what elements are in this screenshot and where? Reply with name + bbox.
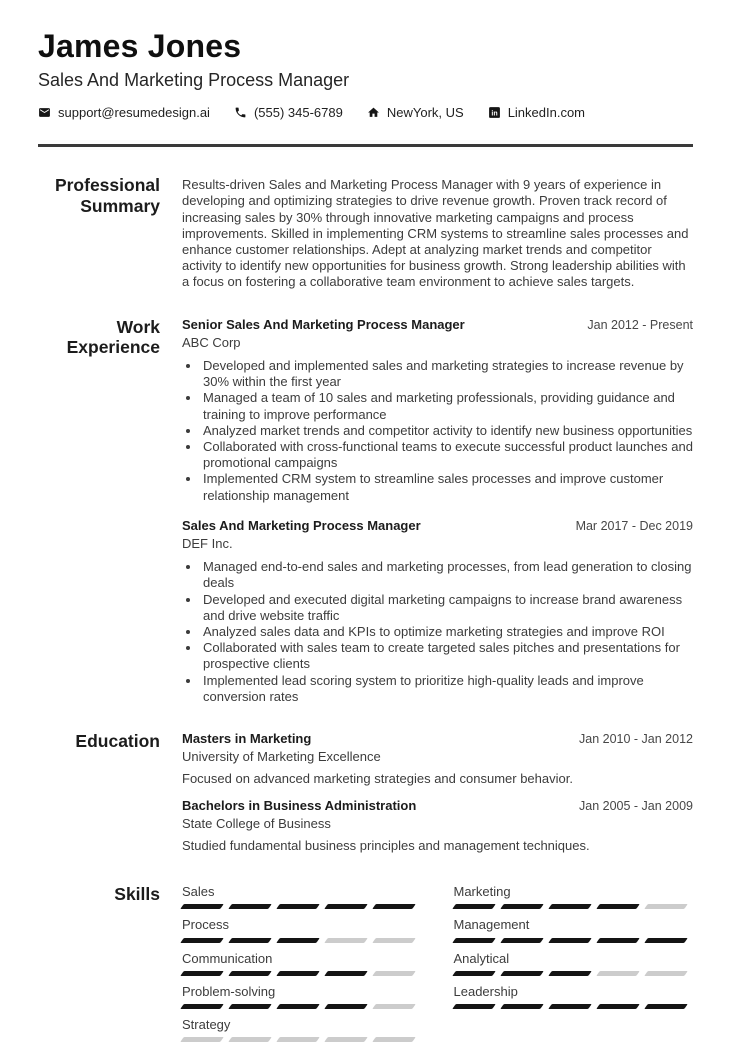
- skill-entry: [182, 984, 422, 1009]
- skill-segment: [324, 971, 368, 976]
- skill-segment: [644, 971, 688, 976]
- skill-segment: [548, 1004, 592, 1009]
- skill-segment: [548, 904, 592, 909]
- skill-segment: [596, 938, 640, 943]
- skill-segment: [228, 938, 272, 943]
- skill-segment: [596, 971, 640, 976]
- contact-text: (555) 345-6789: [253, 105, 343, 121]
- phone-icon: [234, 106, 247, 119]
- skill-segment: [500, 904, 544, 909]
- education-section-heading: Education: [75, 730, 160, 751]
- skill-segment: [644, 938, 688, 943]
- skill-segment: [644, 904, 688, 909]
- skill-segment: [372, 1037, 416, 1042]
- degree-header-row: [182, 798, 693, 814]
- degree-entry: [182, 798, 693, 855]
- skill-level-bar: [182, 1037, 422, 1042]
- skill-entry: [182, 951, 422, 976]
- skill-level-bar: [454, 904, 694, 909]
- skill-segment: [276, 971, 320, 976]
- section-professional-summary: [38, 175, 693, 290]
- skill-segment: [180, 1037, 224, 1042]
- contact-item: [367, 105, 464, 120]
- skill-name: Leadership: [453, 983, 518, 999]
- degree-school: University of Marketing Excellence: [182, 749, 381, 765]
- skill-name: Communication: [182, 950, 273, 966]
- skill-name: Strategy: [182, 1017, 231, 1033]
- job-company: ABC Corp: [182, 334, 241, 350]
- degree-title: Masters in Marketing: [182, 730, 312, 746]
- skill-entry: [454, 951, 694, 976]
- skill-segment: [596, 1004, 640, 1009]
- skills-section-heading: Skills: [114, 884, 160, 905]
- skill-segment: [452, 938, 496, 943]
- skill-entry: [182, 917, 422, 942]
- skill-level-bar: [454, 971, 694, 976]
- job-bullet: • Developed and executed digital marketing campaigns to increase brand awareness and drive website traffic: [201, 592, 693, 624]
- job-entry: [182, 518, 693, 705]
- skill-segment: [180, 904, 224, 909]
- skill-entry: [454, 884, 694, 909]
- summary-section-heading: Professional Summary: [54, 175, 160, 216]
- job-bullet: • Analyzed market trends and competitor activity to identify new business opportunities: [201, 423, 693, 439]
- degree-description: Focused on advanced marketing strategies and consumer behavior.: [182, 771, 573, 787]
- skill-segment: [324, 938, 368, 943]
- skill-entry: [182, 1017, 422, 1042]
- job-bullet: • Managed a team of 10 sales and marketing professionals, providing guidance and training to improve performance: [201, 390, 693, 422]
- degree-entry: [182, 731, 693, 788]
- job-title: Sales And Marketing Process Manager: [182, 517, 421, 533]
- job-bullet: • Collaborated with cross-functional teams to execute successful product launches and promotional campaigns: [201, 439, 693, 471]
- skill-segment: [372, 1004, 416, 1009]
- education-degrees: [182, 731, 693, 854]
- job-bullets: [182, 358, 693, 504]
- home-icon: [367, 106, 380, 119]
- job-dates: Jan 2012 - Present: [587, 317, 693, 332]
- skill-segment: [372, 971, 416, 976]
- skill-entry: [182, 884, 422, 909]
- contact-row: [38, 105, 693, 120]
- contact-item: [488, 105, 585, 120]
- skill-name: Process: [182, 917, 229, 933]
- degree-dates: Jan 2010 - Jan 2012: [579, 731, 693, 746]
- resume-header: [38, 30, 693, 120]
- job-header-row: [182, 518, 693, 534]
- skill-level-bar: [182, 1004, 422, 1009]
- person-name: James Jones: [38, 28, 242, 64]
- skill-segment: [596, 904, 640, 909]
- skill-segment: [276, 1037, 320, 1042]
- skill-segment: [180, 1004, 224, 1009]
- section-work-experience: [38, 317, 693, 705]
- skill-segment: [452, 971, 496, 976]
- skill-level-bar: [182, 971, 422, 976]
- skill-segment: [644, 1004, 688, 1009]
- skill-segment: [324, 1004, 368, 1009]
- job-header-row: [182, 317, 693, 333]
- linkedin-icon: [488, 106, 501, 119]
- job-bullet: • Analyzed sales data and KPIs to optimize marketing strategies and improve ROI: [201, 624, 693, 640]
- skill-entry: [454, 984, 694, 1009]
- skill-level-bar: [182, 904, 422, 909]
- skill-segment: [372, 904, 416, 909]
- degree-header-row: [182, 731, 693, 747]
- skill-segment: [452, 1004, 496, 1009]
- contact-item: [38, 105, 210, 120]
- header-divider: [38, 144, 693, 147]
- contact-item: [234, 105, 343, 120]
- degree-dates: Jan 2005 - Jan 2009: [579, 798, 693, 813]
- skill-segment: [500, 938, 544, 943]
- skill-segment: [372, 938, 416, 943]
- experience-jobs: [182, 317, 693, 705]
- skill-level-bar: [454, 1004, 694, 1009]
- skill-segment: [324, 1037, 368, 1042]
- job-dates: Mar 2017 - Dec 2019: [575, 518, 693, 533]
- contact-text: LinkedIn.com: [507, 105, 586, 121]
- email-icon: [38, 106, 51, 119]
- skill-segment: [324, 904, 368, 909]
- job-bullet: • Implemented lead scoring system to prioritize high-quality leads and improve conversion rates: [201, 673, 693, 705]
- job-title: Senior Sales And Marketing Process Manager: [182, 316, 465, 332]
- skill-name: Marketing: [453, 884, 511, 900]
- skill-segment: [228, 904, 272, 909]
- summary-text: Results-driven Sales and Marketing Process Manager with 9 years of experience in developing and optimizing strategies to drive revenue growth. Proven track record of increasing sales by 30% through innovative marketing campaigns and process improvements. Skilled in implementing CRM systems to streamline sales processes and enhance customer relationships. Adept at analyzing market trends and competitor activity to identify new opportunities for business growth. Strong leadership abilities with a focus on fostering a collaborative team environment to achieve sales targets.: [182, 177, 689, 290]
- experience-section-heading: Work Experience: [66, 316, 160, 358]
- skill-level-bar: [454, 938, 694, 943]
- skill-segment: [180, 971, 224, 976]
- job-bullet: • Collaborated with sales team to create targeted sales pitches and presentations for prospective clients: [201, 640, 693, 672]
- skill-name: Problem-solving: [182, 983, 276, 999]
- skill-name: Management: [453, 917, 530, 933]
- job-bullets: [182, 559, 693, 705]
- job-bullet: • Implemented CRM system to streamline sales processes and improve customer relationship management: [201, 471, 693, 503]
- contact-text: support@resumedesign.ai: [58, 105, 210, 121]
- job-entry: [182, 317, 693, 504]
- skill-segment: [452, 904, 496, 909]
- degree-description: Studied fundamental business principles and management techniques.: [182, 838, 590, 853]
- svg-text:in: in: [491, 110, 498, 118]
- job-bullet: • Managed end-to-end sales and marketing processes, from lead generation to closing deals: [201, 559, 693, 591]
- skill-segment: [500, 1004, 544, 1009]
- degree-title: Bachelors in Business Administration: [182, 797, 417, 813]
- section-skills: [38, 884, 693, 1042]
- job-bullet: • Developed and implemented sales and marketing strategies to increase revenue by 30% within the first year: [201, 358, 693, 390]
- degree-school: State College of Business: [182, 815, 331, 831]
- person-job-title: Sales And Marketing Process Manager: [38, 69, 350, 90]
- skill-name: Analytical: [453, 950, 510, 966]
- skill-name: Sales: [182, 884, 215, 900]
- skill-segment: [276, 1004, 320, 1009]
- skill-entry: [454, 917, 694, 942]
- skills-grid: [182, 884, 693, 1042]
- section-education: [38, 731, 693, 854]
- skill-segment: [500, 971, 544, 976]
- skill-segment: [228, 971, 272, 976]
- job-company: DEF Inc.: [182, 535, 233, 551]
- skill-segment: [276, 904, 320, 909]
- skill-segment: [180, 938, 224, 943]
- skill-segment: [548, 938, 592, 943]
- skill-segment: [228, 1004, 272, 1009]
- skill-segment: [228, 1037, 272, 1042]
- skill-segment: [548, 971, 592, 976]
- skill-segment: [276, 938, 320, 943]
- skill-level-bar: [182, 938, 422, 943]
- contact-text: NewYork, US: [386, 105, 464, 121]
